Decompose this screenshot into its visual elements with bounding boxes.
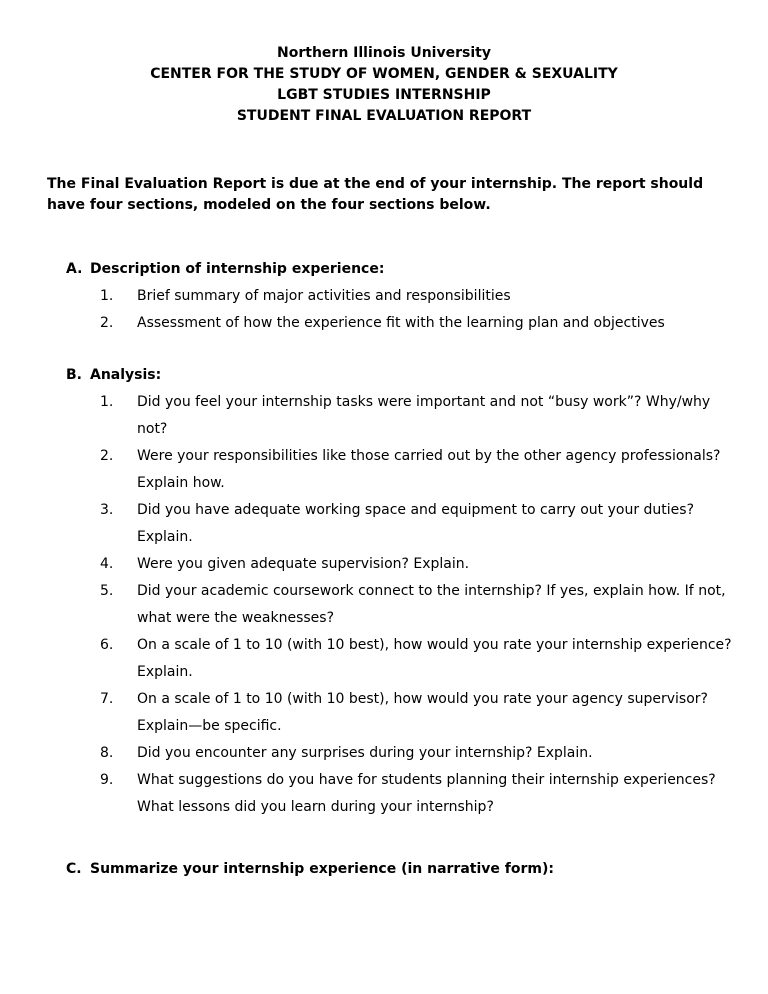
item-text: Did your academic coursework connect to the internship? If yes, explain how. If not, what were the weaknesses? <box>137 583 726 626</box>
list-item <box>100 740 737 767</box>
list-item <box>100 443 737 497</box>
item-text: Brief summary of major activities and responsibilities <box>137 288 511 304</box>
list-item <box>100 578 737 632</box>
item-text: Did you have adequate working space and equipment to carry out your duties? Explain. <box>137 502 695 545</box>
section-b <box>66 365 746 821</box>
section-letter: B. <box>66 367 82 383</box>
item-text: What suggestions do you have for students planning their internship experiences? What lessons did you learn during your internship? <box>137 772 716 815</box>
section-heading <box>66 859 746 880</box>
section-a <box>66 259 746 337</box>
list-item <box>100 497 737 551</box>
section-title: Summarize your internship experience (in narrative form): <box>90 861 554 877</box>
list-item <box>100 686 737 740</box>
list-item <box>100 551 737 578</box>
item-number: 7. <box>100 691 114 707</box>
item-number: 1. <box>100 288 114 304</box>
list-item <box>100 632 737 686</box>
item-number: 3. <box>100 502 114 518</box>
item-text: On a scale of 1 to 10 (with 10 best), how would you rate your internship experience? Explain. <box>137 637 732 680</box>
report-title: STUDENT FINAL EVALUATION REPORT <box>236 108 532 124</box>
item-text: Were you given adequate supervision? Explain. <box>137 556 470 572</box>
item-number: 2. <box>100 448 114 464</box>
list-item <box>100 283 737 310</box>
item-number: 1. <box>100 394 114 410</box>
section-letter: C. <box>66 861 82 877</box>
section-heading <box>66 259 746 280</box>
item-number: 8. <box>100 745 114 761</box>
section-heading <box>66 365 746 386</box>
item-text: Did you feel your internship tasks were important and not “busy work”? Why/why not? <box>137 394 711 437</box>
item-list <box>66 389 746 821</box>
list-item <box>100 310 737 337</box>
document-header <box>0 43 768 127</box>
section-title: Description of internship experience: <box>90 261 385 277</box>
item-text: Did you encounter any surprises during your internship? Explain. <box>137 745 593 761</box>
program-name: LGBT STUDIES INTERNSHIP <box>277 87 491 103</box>
item-list <box>66 283 746 337</box>
item-number: 6. <box>100 637 114 653</box>
item-text: On a scale of 1 to 10 (with 10 best), how would you rate your agency supervisor? Explain—be specific. <box>137 691 708 734</box>
section-c <box>66 859 746 880</box>
section-title: Analysis: <box>90 367 162 383</box>
item-number: 9. <box>100 772 114 788</box>
center-name: CENTER FOR THE STUDY OF WOMEN, GENDER & SEXUALITY <box>150 66 618 82</box>
item-number: 4. <box>100 556 114 572</box>
list-item <box>100 767 737 821</box>
item-text: Were your responsibilities like those carried out by the other agency professionals? Explain how. <box>137 448 721 491</box>
item-number: 2. <box>100 315 114 331</box>
section-letter: A. <box>66 261 83 277</box>
list-item <box>100 389 737 443</box>
intro-paragraph: The Final Evaluation Report is due at the end of your internship. The report should have four sections, modeled on the four sections below. <box>47 176 704 213</box>
university-name: Northern Illinois University <box>277 45 491 61</box>
item-text: Assessment of how the experience fit with the learning plan and objectives <box>137 315 665 331</box>
item-number: 5. <box>100 583 114 599</box>
